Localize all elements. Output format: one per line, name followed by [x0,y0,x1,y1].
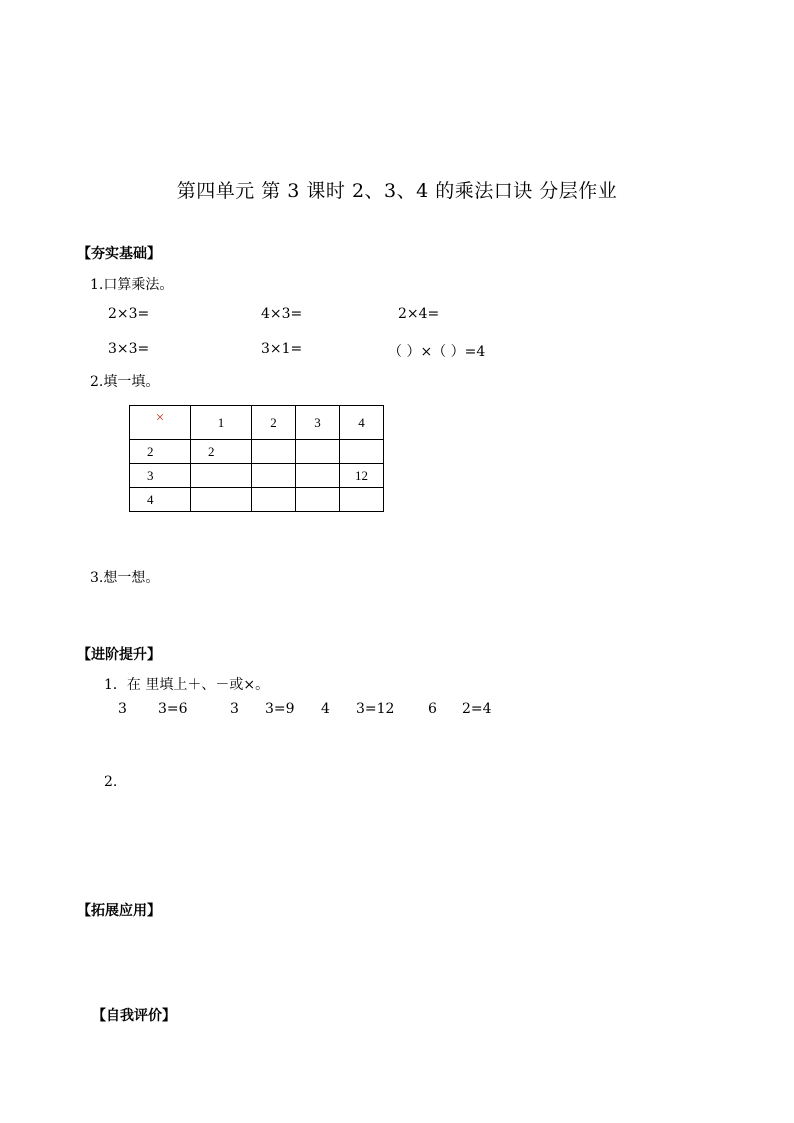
row-label: 4 [130,488,191,512]
row-label: 2 [130,440,191,464]
op-item-a: 6 [428,701,437,717]
op-item-a: 3 [230,701,239,717]
table-header-cell: 3 [296,406,340,440]
op-item-b: 2=4 [462,701,492,717]
table-row [130,488,384,512]
op-item-b: 3=12 [356,701,395,717]
table-cell [296,440,340,464]
table-cell [340,440,384,464]
expr-2x3: 2×3= [108,306,150,322]
table-row [130,464,384,488]
page-title: 第四单元 第 3 课时 2、3、4 的乘法口诀 分层作业 [176,180,618,202]
multiplication-table [129,405,384,512]
table-cell [191,488,252,512]
table-cell: 2 [191,440,252,464]
op-item-b: 3=9 [265,701,295,717]
table-cell: 12 [340,464,384,488]
expr-blank-product-4: （ ）×（ ）=4 [388,344,486,360]
basic-q1-label: 1.口算乘法。 [90,277,174,293]
table-cell [191,464,252,488]
table-header-cell: 2 [252,406,296,440]
table-cell [252,440,296,464]
section-extend: 【拓展应用】 [77,903,161,919]
table-cell [296,488,340,512]
table-corner [130,406,191,440]
table-cell [252,464,296,488]
table-cell [252,488,296,512]
table-row [130,440,384,464]
advanced-q2-label: 2. [104,774,118,790]
table-header-cell: 4 [340,406,384,440]
times-sign: × [155,410,165,426]
table-header-cell: 1 [191,406,252,440]
section-advanced: 【进阶提升】 [77,647,161,663]
section-self-eval: 【自我评价】 [92,1008,176,1024]
expr-3x3: 3×3= [108,341,150,357]
table-cell [296,464,340,488]
op-item-a: 3 [118,701,127,717]
op-item-a: 4 [321,701,330,717]
expr-3x1: 3×1= [261,341,303,357]
table-cell [340,488,384,512]
basic-q3-label: 3.想一想。 [90,570,160,586]
table-header-row [130,406,384,440]
expr-2x4: 2×4= [398,306,440,322]
expr-4x3: 4×3= [261,306,303,322]
advanced-q1-label: 1．在 里填上＋、－或×。 [104,677,270,693]
row-label: 3 [130,464,191,488]
basic-q2-label: 2.填一填。 [90,374,160,390]
section-basic: 【夯实基础】 [77,246,161,262]
op-item-b: 3=6 [158,701,188,717]
